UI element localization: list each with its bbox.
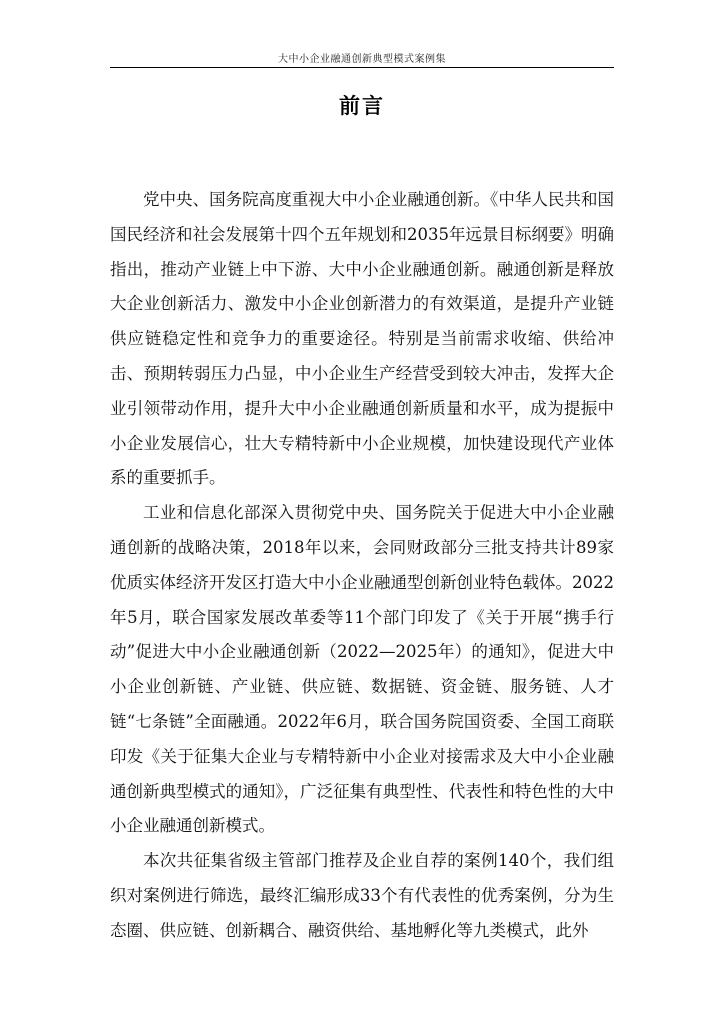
- paragraph-1: 党中央、国务院高度重视大中小企业融通创新。《中华人民共和国国民经济和社会发展第十四个五年规划和2035年远景目标纲要》明确指出，推动产业链上中下游、大中小企业融通创新。融通创新是释放大企业创新活力、激发中小企业创新潜力的有效渠道，是提升产业链供应链稳定性和竞争力的重要途径。特别是当前需求收缩、供给冲击、预期转弱压力凸显，中小企业生产经营受到较大冲击，发挥大企业引领带动作用，提升大中小企业融通创新质量和水平，成为提振中小企业发展信心，壮大专精特新中小企业规模，加快建设现代产业体系的重要抓手。: [110, 190, 614, 488]
- running-header: 大中小企业融通创新典型模式案例集: [278, 54, 446, 65]
- paragraph-2: 工业和信息化部深入贯彻党中央、国务院关于促进大中小企业融通创新的战略决策，2018年以来，会同财政部分三批支持共计89家优质实体经济开发区打造大中小企业融通型创新创业特色载体。2022年5月，联合国家发展改革委等11个部门印发了《关于开展“携手行动”促进大中小企业融通创新（2022—2025年）的通知》，促进大中小企业创新链、产业链、供应链、数据链、资金链、服务链、人才链“七条链”全面融通。2022年6月，联合国务院国资委、全国工商联印发《关于征集大企业与专精特新中小企业对接需求及大中小企业融通创新典型模式的通知》，广泛征集有典型性、代表性和特色性的大中小企业融通创新模式。: [110, 503, 614, 836]
- page-title: 前言: [339, 94, 385, 118]
- header-divider: [110, 67, 614, 68]
- body-text: [110, 183, 614, 949]
- paragraph-3: 本次共征集省级主管部门推荐及企业自荐的案例140个，我们组织对案例进行筛选，最终汇编形成33个有代表性的优秀案例，分为生态圈、供应链、创新耦合、融资供给、基地孵化等九类模式，此外: [110, 851, 614, 940]
